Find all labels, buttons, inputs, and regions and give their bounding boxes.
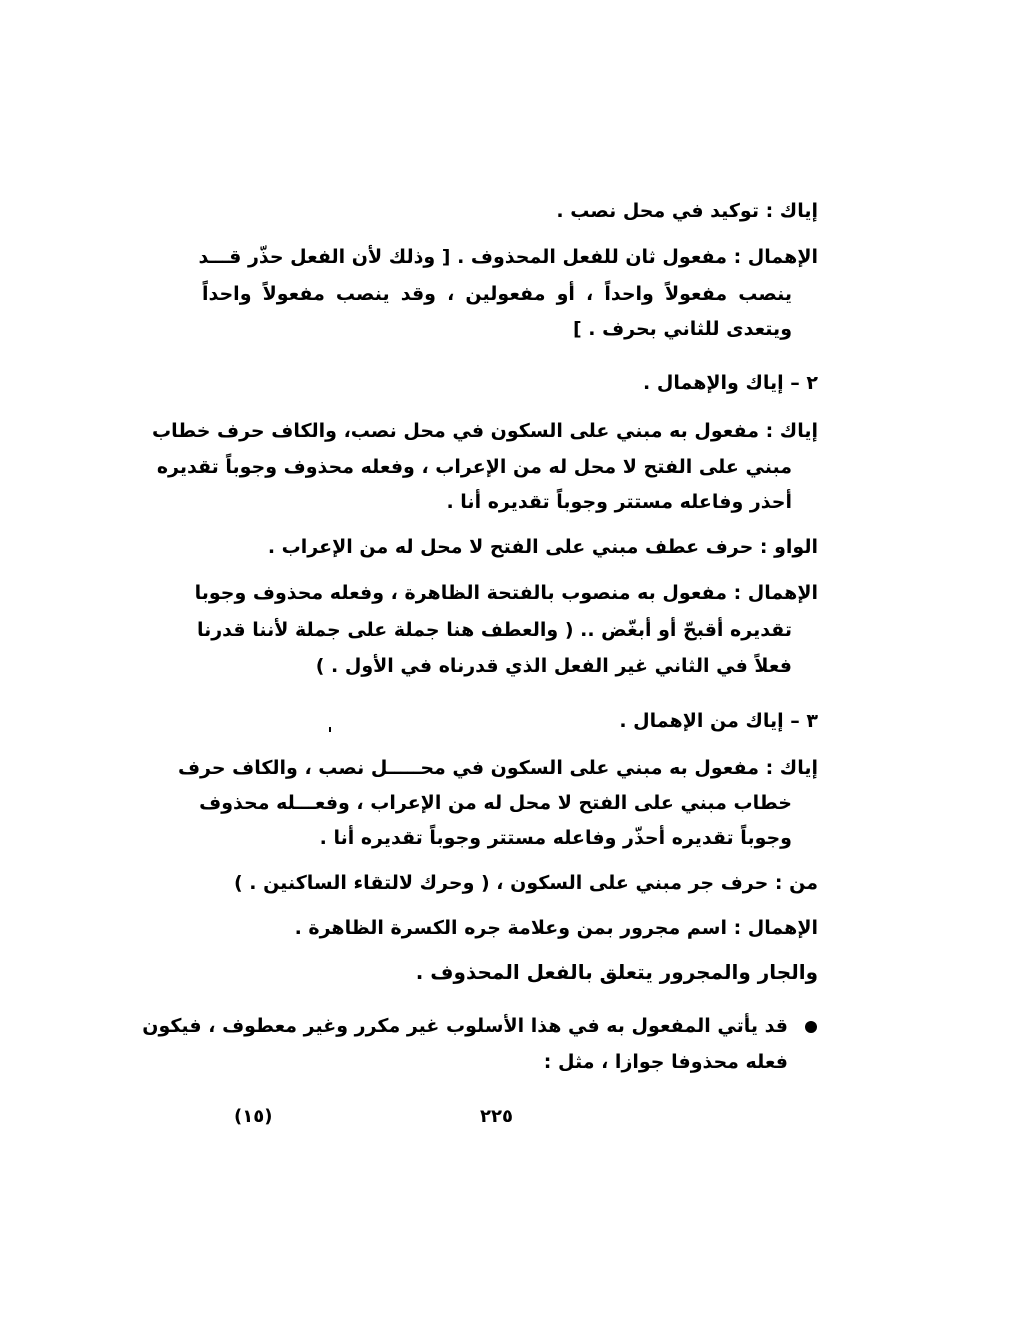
- text-line: تقديره أقبحّ أو أبغّض .. ( والعطف هنا جملة على جملة لأننا قدرنا: [196, 619, 792, 641]
- text-line: الإهمال : اسم مجرور بمن وعلامة جره الكسرة الظاهرة .: [294, 917, 818, 939]
- text-line: إياك : توكيد في محل نصب .: [556, 200, 818, 222]
- text-line: ويتعدى للثاني بحرف . ]: [572, 318, 792, 340]
- text-line: إياك : مفعول به مبني على السكون في محـــــل نصب ، والكاف حرف: [177, 757, 818, 779]
- text-line: الإهمال : مفعول ثان للفعل المحذوف . [ وذلك لأن الفعل حذّر قـــد: [198, 246, 818, 268]
- section-heading: ٢ – إياك والإهمال .: [643, 372, 818, 394]
- page-number: ٢٢٥: [480, 1106, 513, 1127]
- text-line: مبني على الفتح لا محل له من الإعراب ، وفعله محذوف وجوباً تقديره: [156, 456, 792, 478]
- text-line: خطاب مبني على الفتح لا محل له من الإعراب ، وفعـــله محذوف: [199, 792, 792, 814]
- emphasized-line: والجار والمجرور يتعلق بالفعل المحذوف .: [415, 960, 818, 984]
- text-line: وجوباً تقديره أحذّر وفاعله مستتر وجوباً تقديره أنا .: [319, 827, 792, 849]
- bullet-line: قد يأتي المفعول به في هذا الأسلوب غير مكرر وغير معطوف ، فيكون: [142, 1015, 788, 1037]
- text-line: ينصب مفعولاً واحداً ، أو مفعولين ، وقد ينصب مفعولاً واحداً: [202, 283, 792, 305]
- section-heading: ٣ – إياك من الإهمال .: [619, 710, 818, 732]
- text-line: فعلاً في الثاني غير الفعل الذي قدرناه في الأول . ): [315, 655, 792, 677]
- bullet-line: فعله محذوفا جوازا ، مثل :: [543, 1051, 788, 1073]
- text-line: الإهمال : مفعول به منصوب بالفتحة الظاهرة ، وفعله محذوف وجوبا: [194, 582, 818, 604]
- text-line: من : حرف جر مبني على السكون ، ( وحرك لالتقاء الساكنين . ): [233, 872, 818, 894]
- text-line: الواو : حرف عطف مبني على الفتح لا محل له من الإعراب .: [267, 536, 818, 558]
- signature-mark: (١٥): [234, 1106, 273, 1127]
- text-line: أحذر وفاعله مستتر وجوباً تقديره أنا .: [446, 491, 792, 513]
- print-speck: [329, 727, 331, 732]
- text-line: إياك : مفعول به مبني على السكون في محل نصب، والكاف حرف خطاب: [152, 420, 818, 442]
- bullet-icon: [805, 1021, 817, 1033]
